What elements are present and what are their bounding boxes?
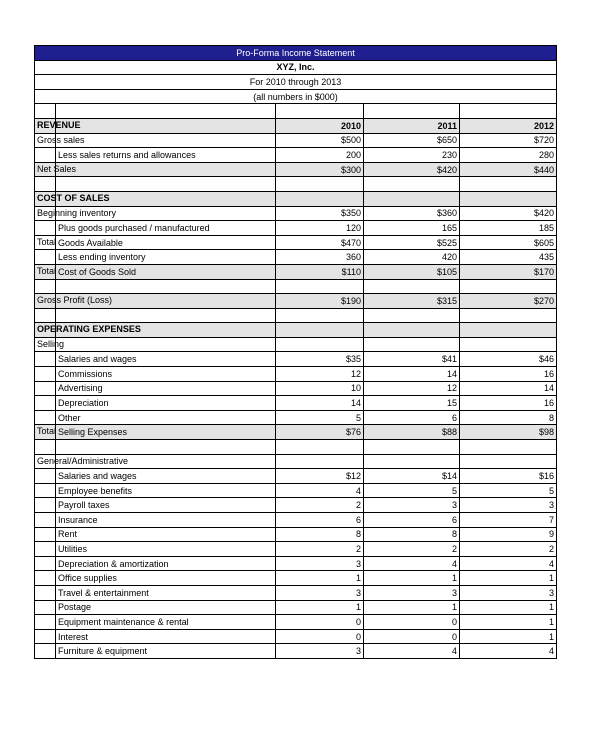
row-sublabel: Office supplies bbox=[56, 571, 276, 586]
row-label-cell bbox=[35, 410, 56, 425]
row-label-cell bbox=[35, 513, 56, 528]
value-cell: 16 bbox=[460, 367, 557, 382]
value-cell: 4 bbox=[364, 556, 460, 571]
row-sublabel bbox=[56, 133, 276, 148]
units-text: (all numbers in $000) bbox=[35, 89, 557, 104]
row-label-cell bbox=[35, 191, 110, 206]
value-cell bbox=[460, 323, 557, 338]
value-cell: $170 bbox=[460, 264, 557, 279]
row-sublabel bbox=[56, 104, 276, 119]
row-sublabel: Payroll taxes bbox=[56, 498, 276, 513]
section-header-row bbox=[35, 191, 557, 206]
row-sublabel: Travel & entertainment bbox=[56, 585, 276, 600]
value-cell bbox=[364, 308, 460, 323]
value-cell: $35 bbox=[276, 352, 364, 367]
row-label: Gross Profit (Loss) bbox=[37, 295, 113, 306]
value-cell: $110 bbox=[276, 264, 364, 279]
value-cell: $440 bbox=[460, 162, 557, 177]
row-label: Beginning inventory bbox=[37, 207, 117, 218]
row-label-cell bbox=[35, 337, 65, 352]
value-cell: 6 bbox=[364, 513, 460, 528]
value-cell: $14 bbox=[364, 469, 460, 484]
value-cell: 4 bbox=[460, 644, 557, 659]
value-cell: 5 bbox=[276, 410, 364, 425]
value-cell bbox=[460, 104, 557, 119]
income-statement-table bbox=[34, 45, 557, 659]
value-cell: 0 bbox=[364, 629, 460, 644]
value-cell: 3 bbox=[460, 498, 557, 513]
value-cell: $420 bbox=[460, 206, 557, 221]
value-cell bbox=[460, 177, 557, 192]
blank-row bbox=[35, 104, 557, 119]
value-cell: 2 bbox=[364, 542, 460, 557]
value-cell: 4 bbox=[276, 483, 364, 498]
table-row bbox=[35, 556, 557, 571]
row-label-cell bbox=[35, 323, 141, 338]
statement-title: Pro-Forma Income Statement bbox=[35, 46, 557, 61]
row-label-cell bbox=[35, 308, 56, 323]
value-cell bbox=[460, 337, 557, 352]
value-cell: 5 bbox=[364, 483, 460, 498]
row-label-cell bbox=[35, 469, 56, 484]
title-row bbox=[35, 46, 557, 61]
row-sublabel: Employee benefits bbox=[56, 483, 276, 498]
row-sublabel: Less ending inventory bbox=[56, 250, 276, 265]
table-row bbox=[35, 264, 557, 279]
row-sublabel bbox=[56, 308, 276, 323]
table-row bbox=[35, 410, 557, 425]
row-label-cell bbox=[35, 367, 56, 382]
row-label-cell bbox=[35, 294, 113, 309]
value-cell: $720 bbox=[460, 133, 557, 148]
row-label-cell bbox=[35, 352, 56, 367]
value-cell bbox=[276, 454, 364, 469]
value-cell: $190 bbox=[276, 294, 364, 309]
row-sublabel: Less sales returns and allowances bbox=[56, 148, 276, 163]
value-cell: $650 bbox=[364, 133, 460, 148]
value-cell: 420 bbox=[364, 250, 460, 265]
value-cell: 0 bbox=[276, 615, 364, 630]
value-cell: 8 bbox=[364, 527, 460, 542]
value-cell bbox=[364, 191, 460, 206]
row-label-cell bbox=[35, 585, 56, 600]
table-row bbox=[35, 221, 557, 236]
value-cell: 16 bbox=[460, 396, 557, 411]
section-header-row bbox=[35, 118, 557, 133]
value-cell: 14 bbox=[460, 381, 557, 396]
value-cell: 1 bbox=[276, 571, 364, 586]
row-sublabel: Insurance bbox=[56, 513, 276, 528]
table-row bbox=[35, 483, 557, 498]
row-label: COST OF SALES bbox=[37, 192, 110, 203]
blank-row bbox=[35, 177, 557, 192]
row-sublabel: Interest bbox=[56, 629, 276, 644]
table-row bbox=[35, 294, 557, 309]
row-sublabel: Plus goods purchased / manufactured bbox=[56, 221, 276, 236]
value-cell: 1 bbox=[364, 600, 460, 615]
value-cell: 280 bbox=[460, 148, 557, 163]
value-cell bbox=[276, 337, 364, 352]
value-cell: $525 bbox=[364, 235, 460, 250]
table-row bbox=[35, 381, 557, 396]
value-cell: 2 bbox=[460, 542, 557, 557]
row-label-cell bbox=[35, 483, 56, 498]
row-label-cell bbox=[35, 133, 85, 148]
row-label: Total bbox=[37, 426, 57, 437]
table-row bbox=[35, 527, 557, 542]
value-cell: $605 bbox=[460, 235, 557, 250]
value-cell bbox=[276, 323, 364, 338]
company-name: XYZ, Inc. bbox=[35, 60, 557, 75]
value-cell: 2 bbox=[276, 542, 364, 557]
row-sublabel: Selling Expenses bbox=[56, 425, 276, 440]
value-cell: 14 bbox=[276, 396, 364, 411]
row-sublabel bbox=[56, 118, 276, 133]
table-row bbox=[35, 396, 557, 411]
value-cell bbox=[460, 191, 557, 206]
table-row bbox=[35, 425, 557, 440]
row-sublabel: Commissions bbox=[56, 367, 276, 382]
period-row bbox=[35, 75, 557, 90]
blank-row bbox=[35, 308, 557, 323]
row-label-cell bbox=[35, 644, 56, 659]
value-cell: 3 bbox=[364, 585, 460, 600]
table-row bbox=[35, 367, 557, 382]
table-row bbox=[35, 148, 557, 163]
table-row bbox=[35, 513, 557, 528]
table-row bbox=[35, 206, 557, 221]
value-cell: $420 bbox=[364, 162, 460, 177]
value-cell bbox=[364, 337, 460, 352]
value-cell bbox=[276, 191, 364, 206]
value-cell: 120 bbox=[276, 221, 364, 236]
row-label-cell bbox=[35, 542, 56, 557]
value-cell: 4 bbox=[364, 644, 460, 659]
row-label-cell bbox=[35, 600, 56, 615]
table-row bbox=[35, 498, 557, 513]
value-cell: 165 bbox=[364, 221, 460, 236]
value-cell: $270 bbox=[460, 294, 557, 309]
value-cell: 7 bbox=[460, 513, 557, 528]
value-cell: $315 bbox=[364, 294, 460, 309]
section-header-row bbox=[35, 323, 557, 338]
row-sublabel: Advertising bbox=[56, 381, 276, 396]
row-label: REVENUE bbox=[37, 119, 81, 130]
value-cell: 2012 bbox=[460, 118, 557, 133]
row-sublabel: Furniture & equipment bbox=[56, 644, 276, 659]
value-cell: 0 bbox=[276, 629, 364, 644]
row-label-cell bbox=[35, 381, 56, 396]
row-label-cell bbox=[35, 177, 56, 192]
blank-row bbox=[35, 440, 557, 455]
value-cell: 6 bbox=[276, 513, 364, 528]
value-cell bbox=[364, 440, 460, 455]
value-cell: 3 bbox=[364, 498, 460, 513]
value-cell bbox=[276, 104, 364, 119]
row-sublabel: Postage bbox=[56, 600, 276, 615]
table-row bbox=[35, 133, 557, 148]
table-row bbox=[35, 615, 557, 630]
row-label: Total bbox=[37, 236, 57, 247]
value-cell: $350 bbox=[276, 206, 364, 221]
row-label-cell bbox=[35, 221, 56, 236]
value-cell: 10 bbox=[276, 381, 364, 396]
row-label-cell bbox=[35, 104, 56, 119]
value-cell: 230 bbox=[364, 148, 460, 163]
value-cell: 185 bbox=[460, 221, 557, 236]
value-cell: $470 bbox=[276, 235, 364, 250]
row-label-cell bbox=[35, 527, 56, 542]
value-cell: 200 bbox=[276, 148, 364, 163]
row-label-cell bbox=[35, 571, 56, 586]
value-cell: 9 bbox=[460, 527, 557, 542]
table-row bbox=[35, 352, 557, 367]
row-sublabel: Utilities bbox=[56, 542, 276, 557]
value-cell: 1 bbox=[460, 629, 557, 644]
value-cell: $76 bbox=[276, 425, 364, 440]
value-cell: $41 bbox=[364, 352, 460, 367]
row-label-cell bbox=[35, 498, 56, 513]
row-label-cell bbox=[35, 279, 56, 294]
row-label-cell bbox=[35, 162, 77, 177]
row-label-cell bbox=[35, 118, 81, 133]
value-cell bbox=[364, 279, 460, 294]
row-sublabel: Salaries and wages bbox=[56, 469, 276, 484]
row-sublabel: Depreciation bbox=[56, 396, 276, 411]
value-cell: 4 bbox=[460, 556, 557, 571]
row-sublabel: Equipment maintenance & rental bbox=[56, 615, 276, 630]
row-label-cell bbox=[35, 440, 56, 455]
value-cell bbox=[460, 279, 557, 294]
value-cell bbox=[460, 308, 557, 323]
value-cell: 12 bbox=[364, 381, 460, 396]
row-label-cell bbox=[35, 396, 56, 411]
blank-row bbox=[35, 279, 557, 294]
row-label-cell bbox=[35, 629, 56, 644]
row-sublabel bbox=[56, 177, 276, 192]
value-cell: 0 bbox=[364, 615, 460, 630]
row-label-cell bbox=[35, 615, 56, 630]
value-cell bbox=[364, 454, 460, 469]
value-cell: $88 bbox=[364, 425, 460, 440]
value-cell bbox=[460, 454, 557, 469]
table-row bbox=[35, 162, 557, 177]
value-cell: 14 bbox=[364, 367, 460, 382]
table-row bbox=[35, 600, 557, 615]
row-sublabel: Other bbox=[56, 410, 276, 425]
value-cell: 2010 bbox=[276, 118, 364, 133]
table-row bbox=[35, 644, 557, 659]
value-cell: 360 bbox=[276, 250, 364, 265]
value-cell: 3 bbox=[276, 644, 364, 659]
table-row bbox=[35, 585, 557, 600]
row-sublabel: Goods Available bbox=[56, 235, 276, 250]
units-row bbox=[35, 89, 557, 104]
value-cell: $360 bbox=[364, 206, 460, 221]
row-label-cell bbox=[35, 206, 117, 221]
table-row bbox=[35, 571, 557, 586]
value-cell: $12 bbox=[276, 469, 364, 484]
value-cell bbox=[276, 279, 364, 294]
row-sublabel bbox=[56, 337, 276, 352]
value-cell: $500 bbox=[276, 133, 364, 148]
value-cell: 2 bbox=[276, 498, 364, 513]
value-cell: $46 bbox=[460, 352, 557, 367]
row-sublabel: Salaries and wages bbox=[56, 352, 276, 367]
value-cell: 6 bbox=[364, 410, 460, 425]
row-label-cell bbox=[35, 235, 56, 250]
value-cell bbox=[276, 177, 364, 192]
period-text: For 2010 through 2013 bbox=[35, 75, 557, 90]
row-label: General/Administrative bbox=[37, 455, 129, 466]
value-cell: 5 bbox=[460, 483, 557, 498]
table-row bbox=[35, 629, 557, 644]
value-cell bbox=[364, 104, 460, 119]
table-row bbox=[35, 235, 557, 250]
row-sublabel: Rent bbox=[56, 527, 276, 542]
value-cell: $300 bbox=[276, 162, 364, 177]
table-row bbox=[35, 250, 557, 265]
value-cell: 3 bbox=[276, 585, 364, 600]
row-label-cell bbox=[35, 454, 129, 469]
value-cell: $105 bbox=[364, 264, 460, 279]
company-row bbox=[35, 60, 557, 75]
row-label-cell bbox=[35, 148, 56, 163]
table-row bbox=[35, 337, 557, 352]
table-row bbox=[35, 454, 557, 469]
statement-body bbox=[35, 46, 557, 659]
value-cell: 1 bbox=[460, 571, 557, 586]
row-label-cell bbox=[35, 556, 56, 571]
value-cell bbox=[460, 440, 557, 455]
value-cell: $16 bbox=[460, 469, 557, 484]
value-cell bbox=[364, 177, 460, 192]
row-label: Gross sales bbox=[37, 134, 85, 145]
table-row bbox=[35, 542, 557, 557]
row-label: Total bbox=[37, 265, 57, 276]
row-sublabel bbox=[56, 162, 276, 177]
value-cell bbox=[276, 308, 364, 323]
value-cell: 3 bbox=[276, 556, 364, 571]
row-label-cell bbox=[35, 425, 56, 440]
value-cell: 15 bbox=[364, 396, 460, 411]
value-cell: 1 bbox=[460, 600, 557, 615]
row-sublabel bbox=[56, 440, 276, 455]
value-cell: 1 bbox=[364, 571, 460, 586]
row-label-cell bbox=[35, 250, 56, 265]
row-label: OPERATING EXPENSES bbox=[37, 324, 141, 335]
value-cell: 3 bbox=[460, 585, 557, 600]
value-cell: 12 bbox=[276, 367, 364, 382]
value-cell bbox=[364, 323, 460, 338]
value-cell: 1 bbox=[460, 615, 557, 630]
value-cell: 1 bbox=[276, 600, 364, 615]
table-row bbox=[35, 469, 557, 484]
row-label: Selling bbox=[37, 338, 65, 349]
row-sublabel bbox=[56, 279, 276, 294]
row-sublabel: Cost of Goods Sold bbox=[56, 264, 276, 279]
row-label: Net Sales bbox=[37, 163, 77, 174]
value-cell: 8 bbox=[276, 527, 364, 542]
row-sublabel: Depreciation & amortization bbox=[56, 556, 276, 571]
value-cell: $98 bbox=[460, 425, 557, 440]
value-cell: 435 bbox=[460, 250, 557, 265]
value-cell: 8 bbox=[460, 410, 557, 425]
value-cell bbox=[276, 440, 364, 455]
value-cell: 2011 bbox=[364, 118, 460, 133]
row-label-cell bbox=[35, 264, 56, 279]
